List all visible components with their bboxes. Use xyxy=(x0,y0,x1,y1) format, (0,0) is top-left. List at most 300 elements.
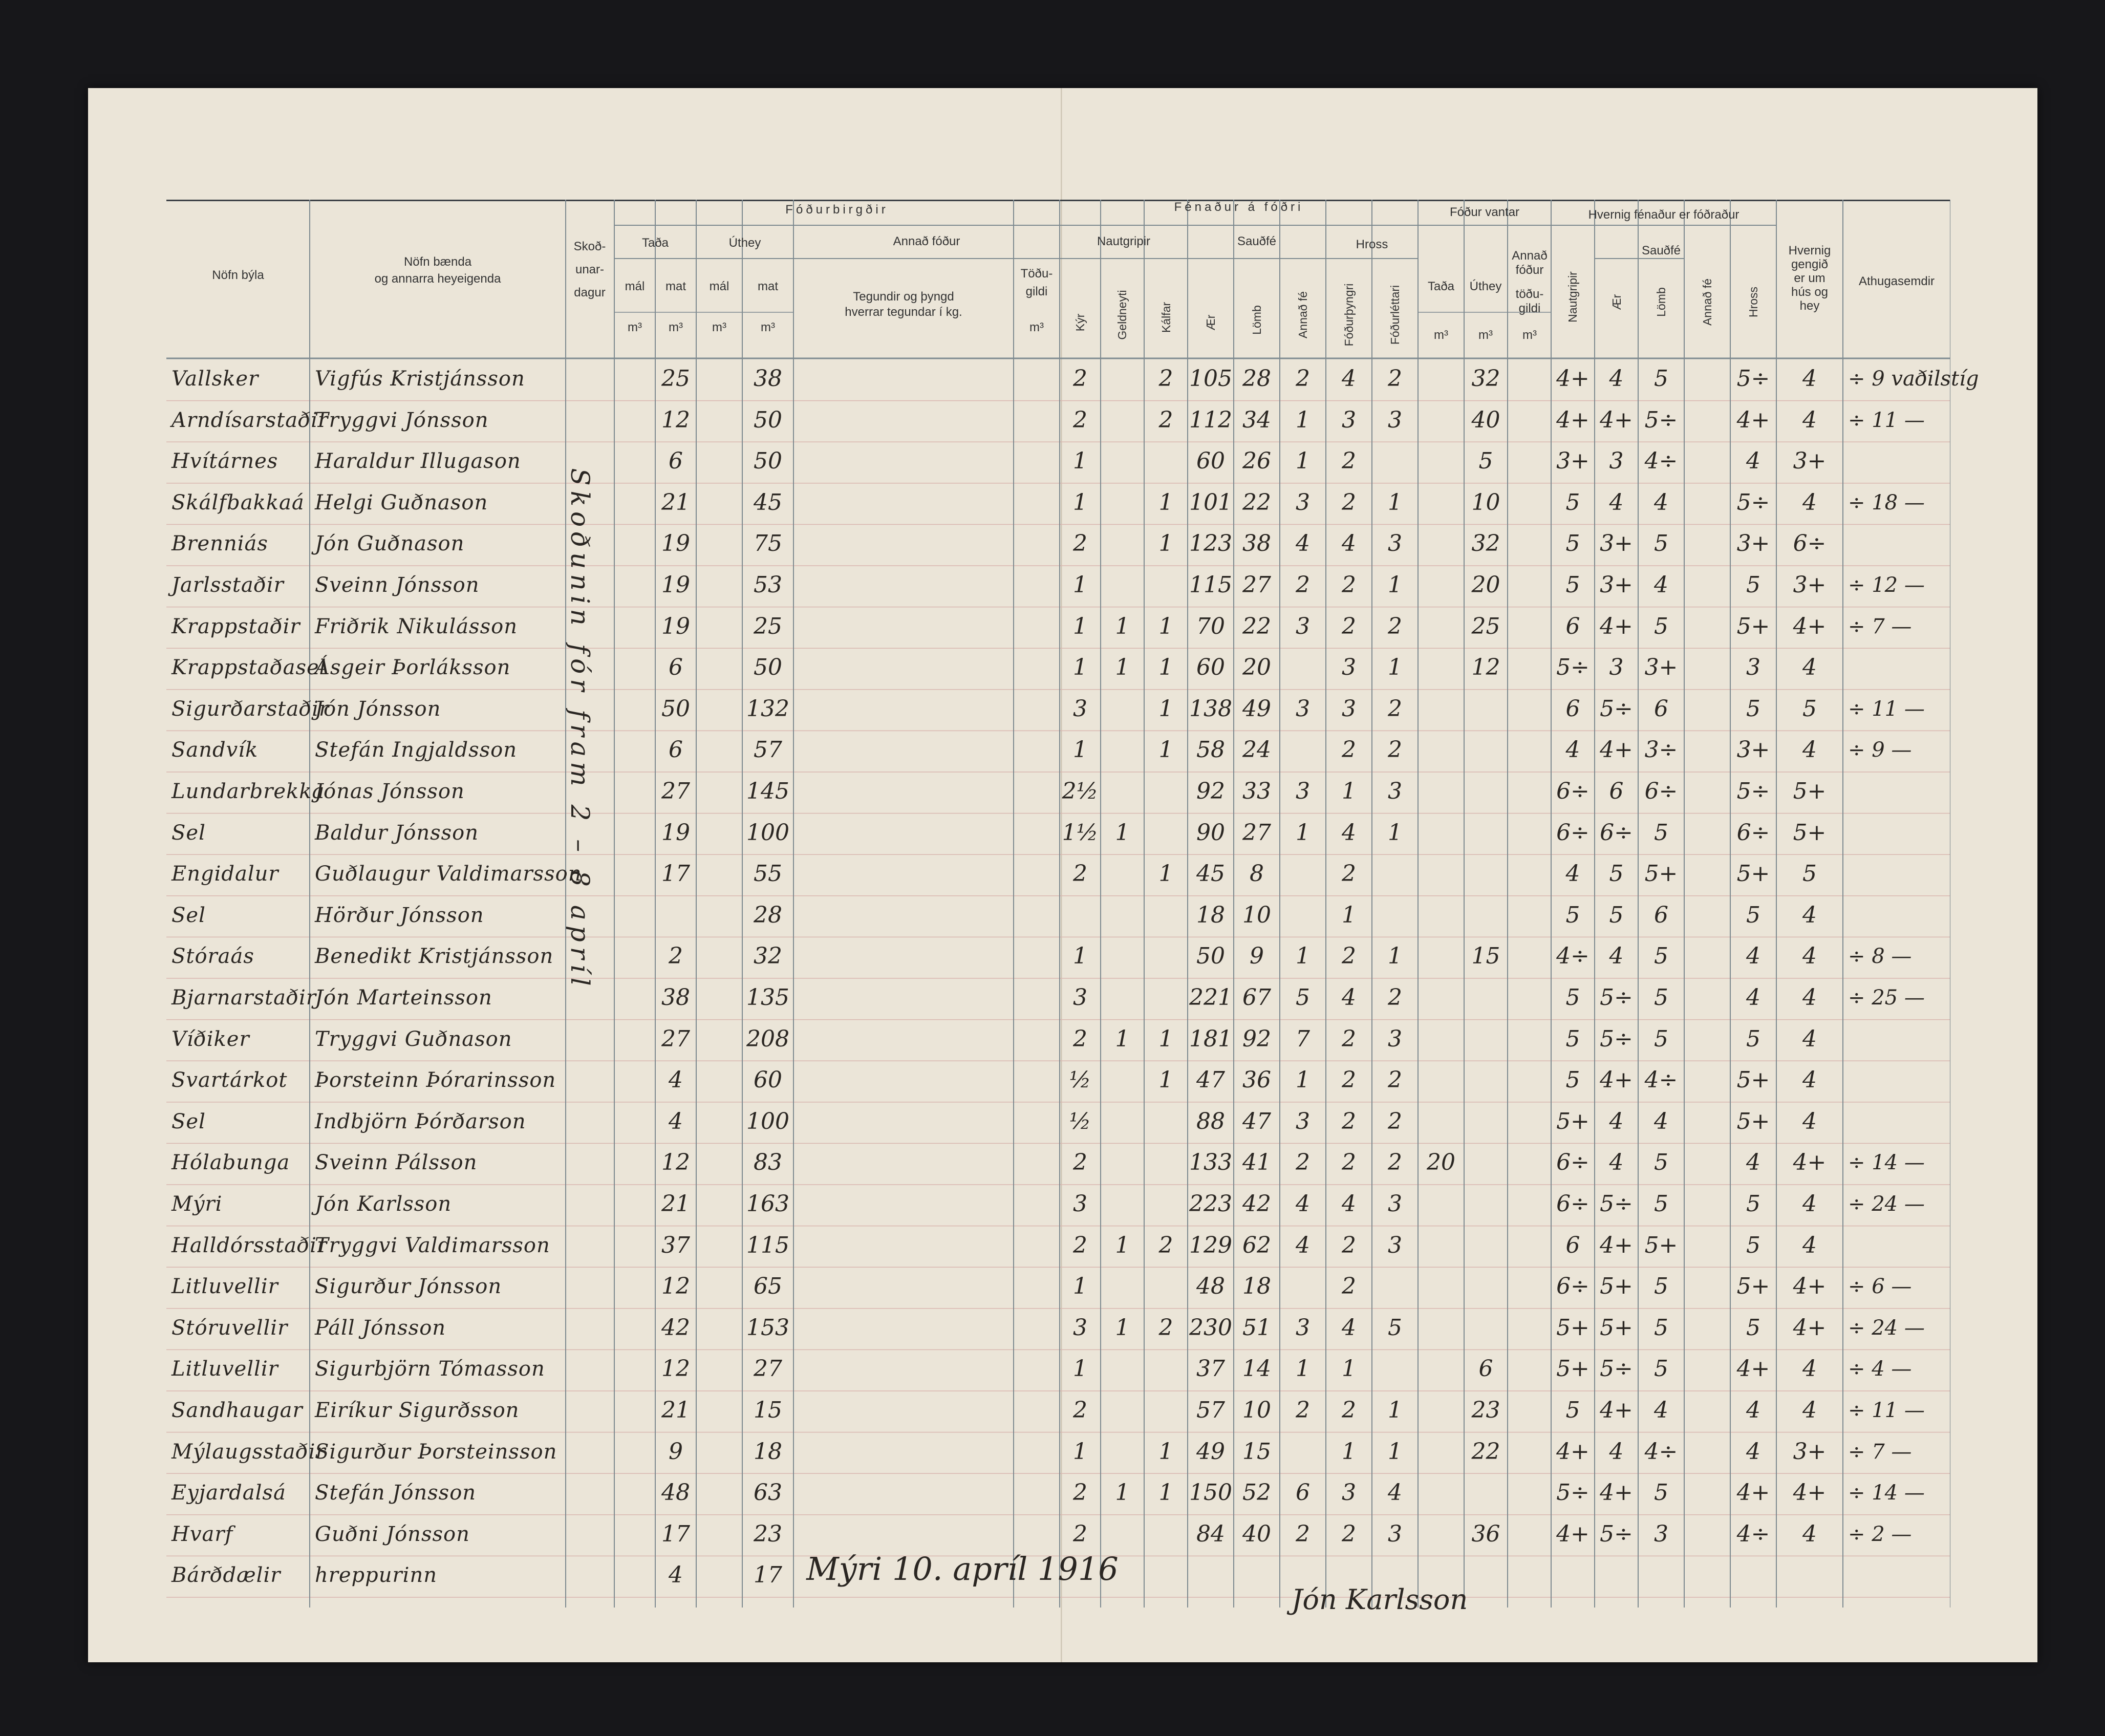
cell-fv-uthey: 20 xyxy=(1471,572,1500,598)
cell-hross1: 3 xyxy=(1342,695,1356,722)
cell-uthey: 53 xyxy=(754,572,782,598)
cell-ha: 5÷ xyxy=(1600,1191,1633,1217)
cell-farm: Lundarbrekka xyxy=(171,780,325,803)
cell-hn: 5 xyxy=(1565,902,1580,928)
cell-tada: 38 xyxy=(661,984,690,1011)
header-nofn-byla: Nöfn býla xyxy=(212,268,264,282)
cell-hross2: 2 xyxy=(1388,1067,1402,1094)
cell-hg: 4 xyxy=(1802,1232,1817,1258)
cell-aer: 84 xyxy=(1196,1520,1225,1547)
header-unit-m3: m³ xyxy=(712,320,726,334)
cell-lomb: 15 xyxy=(1242,1438,1271,1465)
cell-hl: 4÷ xyxy=(1644,448,1678,475)
header-hv-annad-fe: Annað fé xyxy=(1701,278,1714,326)
cell-hg: 5 xyxy=(1802,695,1817,722)
cell-hross2: 2 xyxy=(1388,695,1402,722)
cell-hl: 5 xyxy=(1654,366,1668,392)
header-fv-annad-2: fóður xyxy=(1515,263,1544,277)
cell-kyr: 1 xyxy=(1073,1273,1087,1300)
cell-hn: 4+ xyxy=(1556,406,1590,433)
cell-note: ÷ 4 — xyxy=(1848,1357,1912,1381)
cell-hn: 5÷ xyxy=(1556,1480,1590,1506)
cell-owner: Benedikt Kristjánsson xyxy=(315,945,554,969)
cell-ha: 6 xyxy=(1609,778,1624,804)
cell-hh: 3+ xyxy=(1736,530,1770,557)
cell-hross1: 4 xyxy=(1342,1314,1356,1341)
header-fodurthyngri: Fóðurþyngri xyxy=(1342,283,1356,347)
cell-hn: 6 xyxy=(1565,613,1580,639)
cell-kalfar: 2 xyxy=(1158,406,1173,433)
cell-kalfar: 1 xyxy=(1158,613,1173,639)
cell-hg: 4 xyxy=(1802,654,1817,681)
header-skodunardagur-3: dagur xyxy=(574,286,606,299)
cell-hh: 4+ xyxy=(1736,1480,1770,1506)
cell-ha: 4+ xyxy=(1600,406,1633,433)
cell-tada: 4 xyxy=(669,1108,683,1134)
cell-owner: Sigurður Þorsteinsson xyxy=(315,1440,557,1464)
cell-lomb: 14 xyxy=(1242,1356,1271,1382)
cell-aer: 50 xyxy=(1196,943,1225,970)
cell-fv-tada: 20 xyxy=(1427,1149,1455,1176)
header-hvernig-fodradur: Hvernig fénaður er fóðraður xyxy=(1588,208,1739,222)
cell-uthey: 153 xyxy=(746,1314,789,1341)
cell-tada: 27 xyxy=(661,778,690,804)
cell-hn: 4+ xyxy=(1556,366,1590,392)
cell-annad-fe: 3 xyxy=(1296,1108,1310,1134)
cell-farm: Engidalur xyxy=(171,862,279,886)
cell-note: ÷ 8 — xyxy=(1848,945,1912,969)
cell-farm: Sel xyxy=(171,821,206,845)
header-tada: Taða xyxy=(641,236,669,250)
cell-kyr: 3 xyxy=(1073,695,1087,722)
header-fv-annad-4: gildi xyxy=(1518,302,1541,315)
cell-lomb: 9 xyxy=(1250,943,1264,970)
cell-kyr: 1 xyxy=(1073,613,1087,639)
cell-annad-fe: 2 xyxy=(1296,572,1310,598)
cell-lomb: 33 xyxy=(1242,778,1271,804)
cell-aer: 150 xyxy=(1189,1480,1232,1506)
cell-hg: 4 xyxy=(1802,943,1817,970)
cell-hross2: 5 xyxy=(1388,1314,1402,1341)
cell-kyr: 2 xyxy=(1073,366,1087,392)
cell-hl: 4÷ xyxy=(1644,1067,1678,1094)
cell-hg: 4 xyxy=(1802,984,1817,1011)
cell-hl: 5 xyxy=(1654,1191,1668,1217)
cell-tada: 21 xyxy=(661,1397,690,1423)
header-fv-annad-3: töðu- xyxy=(1515,287,1544,301)
cell-farm: Litluvellir xyxy=(171,1275,278,1299)
cell-owner: Sigurbjörn Tómasson xyxy=(315,1357,545,1381)
cell-annad-fe: 4 xyxy=(1296,1191,1310,1217)
cell-farm: Hvarf xyxy=(171,1522,233,1546)
cell-hl: 6 xyxy=(1654,902,1668,928)
cell-kalfar: 1 xyxy=(1158,861,1173,887)
cell-geld: 1 xyxy=(1115,654,1130,681)
cell-farm: Mýlaugsstaðir xyxy=(171,1440,326,1464)
cell-hl: 3+ xyxy=(1644,654,1678,681)
cell-hg: 4+ xyxy=(1793,1314,1827,1341)
header-nofn-baenda-2: og annarra heyeigenda xyxy=(374,272,501,286)
cell-hross2: 1 xyxy=(1388,489,1402,516)
cell-owner: Tryggvi Guðnason xyxy=(315,1027,512,1051)
cell-ha: 3+ xyxy=(1600,530,1633,557)
cell-lomb: 47 xyxy=(1242,1108,1271,1134)
cell-farm: Bárðdælir xyxy=(171,1563,281,1588)
cell-owner: Jónas Jónsson xyxy=(315,780,465,803)
header-annad-fodur: Annað fóður xyxy=(893,234,960,248)
cell-farm: Hólabunga xyxy=(171,1151,290,1175)
cell-owner: Helgi Guðnason xyxy=(315,490,488,515)
cell-hross2: 2 xyxy=(1388,1108,1402,1134)
cell-hn: 5 xyxy=(1565,1067,1580,1094)
cell-lomb: 10 xyxy=(1242,1397,1271,1423)
cell-aer: 90 xyxy=(1196,819,1225,846)
cell-tada: 12 xyxy=(661,406,690,433)
cell-hn: 5 xyxy=(1565,530,1580,557)
cell-hg: 5+ xyxy=(1793,778,1827,804)
cell-uthey: 145 xyxy=(746,778,789,804)
header-unit-m3: m³ xyxy=(628,320,642,334)
cell-uthey: 75 xyxy=(754,530,782,557)
cell-fv-uthey: 32 xyxy=(1471,530,1500,557)
cell-hross2: 1 xyxy=(1388,654,1402,681)
cell-hg: 4 xyxy=(1802,1025,1817,1052)
cell-tada: 12 xyxy=(661,1149,690,1176)
cell-aer: 105 xyxy=(1189,366,1232,392)
cell-hl: 5 xyxy=(1654,1025,1668,1052)
cell-annad-fe: 4 xyxy=(1296,530,1310,557)
cell-hross2: 3 xyxy=(1388,1025,1402,1052)
cell-kyr: 1 xyxy=(1073,737,1087,763)
cell-hn: 5 xyxy=(1565,984,1580,1011)
cell-kalfar: 2 xyxy=(1158,1314,1173,1341)
cell-hg: 4 xyxy=(1802,1108,1817,1134)
cell-hg: 3+ xyxy=(1793,448,1827,475)
cell-hh: 3 xyxy=(1746,654,1760,681)
cell-owner: Haraldur Illugason xyxy=(315,449,521,474)
cell-hl: 4 xyxy=(1654,489,1668,516)
cell-farm: Sel xyxy=(171,1109,206,1133)
cell-tada: 17 xyxy=(661,1520,690,1547)
cell-hg: 5 xyxy=(1802,861,1817,887)
header-annad-fe: Annað fé xyxy=(1296,291,1309,339)
cell-uthey: 17 xyxy=(754,1562,782,1589)
cell-hn: 6 xyxy=(1565,1232,1580,1258)
cell-aer: 45 xyxy=(1196,861,1225,887)
cell-hh: 5÷ xyxy=(1736,778,1770,804)
cell-hn: 5÷ xyxy=(1556,654,1590,681)
cell-hn: 4÷ xyxy=(1556,943,1590,970)
cell-lomb: 40 xyxy=(1242,1520,1271,1547)
cell-hg: 3+ xyxy=(1793,1438,1827,1465)
header-fodurlettari: Fóðurléttari xyxy=(1388,285,1402,345)
inspection-dates-note: Skoðunin fór fram 2 – 8 apríl xyxy=(565,468,595,991)
cell-lomb: 92 xyxy=(1242,1025,1271,1052)
cell-hross1: 3 xyxy=(1342,406,1356,433)
header-hvernig-gengid-5: hey xyxy=(1799,299,1820,313)
cell-hl: 5+ xyxy=(1644,861,1678,887)
cell-fv-uthey: 15 xyxy=(1471,943,1500,970)
cell-hn: 6÷ xyxy=(1556,819,1590,846)
cell-fv-uthey: 36 xyxy=(1471,1520,1500,1547)
cell-ha: 5 xyxy=(1609,861,1624,887)
header-skodunardagur-1: Skoð- xyxy=(573,240,606,253)
cell-hh: 4 xyxy=(1746,1397,1760,1423)
cell-hl: 4 xyxy=(1654,1397,1668,1423)
signature: Jón Karlsson xyxy=(1291,1583,1468,1616)
cell-ha: 5÷ xyxy=(1600,1025,1633,1052)
cell-hl: 4 xyxy=(1654,572,1668,598)
cell-tada: 6 xyxy=(669,737,683,763)
cell-aer: 47 xyxy=(1196,1067,1225,1094)
cell-ha: 4 xyxy=(1609,1108,1624,1134)
cell-hross1: 3 xyxy=(1342,1480,1356,1506)
cell-aer: 230 xyxy=(1189,1314,1232,1341)
cell-hross2: 3 xyxy=(1388,1520,1402,1547)
cell-geld: 1 xyxy=(1115,1025,1130,1052)
cell-tada: 4 xyxy=(669,1562,683,1589)
cell-kyr: 3 xyxy=(1073,984,1087,1011)
cell-hross2: 3 xyxy=(1388,1232,1402,1258)
header-unit-m3: m³ xyxy=(761,320,775,334)
cell-ha: 3+ xyxy=(1600,572,1633,598)
header-unit-m3: m³ xyxy=(1434,328,1448,342)
cell-hross1: 1 xyxy=(1342,1356,1356,1382)
cell-fv-uthey: 25 xyxy=(1471,613,1500,639)
header-uthey-mal: mál xyxy=(709,280,729,293)
cell-annad-fe: 1 xyxy=(1296,448,1310,475)
cell-geld: 1 xyxy=(1115,1314,1130,1341)
cell-lomb: 10 xyxy=(1242,902,1271,928)
cell-lomb: 22 xyxy=(1242,489,1271,516)
cell-hross2: 2 xyxy=(1388,737,1402,763)
cell-annad-fe: 3 xyxy=(1296,695,1310,722)
cell-kyr: 1 xyxy=(1073,1438,1087,1465)
cell-hn: 4+ xyxy=(1556,1520,1590,1547)
cell-hl: 5 xyxy=(1654,1314,1668,1341)
cell-lomb: 51 xyxy=(1242,1314,1271,1341)
header-unit-m3: m³ xyxy=(669,320,683,334)
cell-annad-fe: 1 xyxy=(1296,1356,1310,1382)
cell-tada: 37 xyxy=(661,1232,690,1258)
header-saudfe: Sauðfé xyxy=(1237,234,1277,248)
cell-hross1: 2 xyxy=(1342,1108,1356,1134)
cell-farm: Skálfbakkaá xyxy=(171,490,305,515)
header-todugildi-1: Töðu- xyxy=(1020,267,1053,281)
cell-annad-fe: 3 xyxy=(1296,1314,1310,1341)
cell-uthey: 135 xyxy=(746,984,789,1011)
cell-owner: Vigfús Kristjánsson xyxy=(315,367,525,391)
cell-aer: 223 xyxy=(1189,1191,1232,1217)
cell-kalfar: 1 xyxy=(1158,695,1173,722)
cell-owner: Tryggvi Jónsson xyxy=(315,408,489,432)
cell-hg: 4 xyxy=(1802,406,1817,433)
header-fenadur-a-fodri: Fénaður á fóðri xyxy=(1174,200,1304,214)
header-hvernig-gengid-2: gengið xyxy=(1791,258,1829,271)
cell-annad-fe: 6 xyxy=(1296,1480,1310,1506)
cell-hross1: 4 xyxy=(1342,984,1356,1011)
cell-hh: 5+ xyxy=(1736,1108,1770,1134)
cell-note: ÷ 9 vaðilstíg xyxy=(1848,367,1979,391)
cell-annad-fe: 2 xyxy=(1296,1397,1310,1423)
cell-owner: Jón Marteinsson xyxy=(315,986,492,1010)
cell-hg: 4 xyxy=(1802,366,1817,392)
cell-ha: 5÷ xyxy=(1600,695,1633,722)
cell-hross2: 3 xyxy=(1388,1191,1402,1217)
cell-ha: 4 xyxy=(1609,366,1624,392)
cell-hross2: 1 xyxy=(1388,572,1402,598)
cell-hn: 5+ xyxy=(1556,1356,1590,1382)
cell-hh: 5+ xyxy=(1736,1067,1770,1094)
cell-hh: 4+ xyxy=(1736,1356,1770,1382)
cell-hl: 5 xyxy=(1654,1149,1668,1176)
cell-kyr: 2 xyxy=(1073,530,1087,557)
cell-tada: 19 xyxy=(661,572,690,598)
cell-ha: 4+ xyxy=(1600,613,1633,639)
cell-hn: 6÷ xyxy=(1556,778,1590,804)
cell-note: ÷ 12 — xyxy=(1848,573,1925,597)
cell-annad-fe: 3 xyxy=(1296,613,1310,639)
cell-hh: 5+ xyxy=(1736,1273,1770,1300)
cell-farm: Arndísarstaðir xyxy=(171,408,329,432)
cell-annad-fe: 1 xyxy=(1296,406,1310,433)
cell-hl: 5+ xyxy=(1644,1232,1678,1258)
cell-farm: Hvítárnes xyxy=(171,449,278,474)
cell-hh: 5 xyxy=(1746,1191,1760,1217)
cell-hross2: 2 xyxy=(1388,984,1402,1011)
header-hv-saudfe: Sauðfé xyxy=(1641,244,1681,258)
cell-kyr: 1 xyxy=(1073,1356,1087,1382)
cell-aer: 37 xyxy=(1196,1356,1225,1382)
cell-farm: Sel xyxy=(171,903,206,927)
cell-uthey: 100 xyxy=(746,1108,789,1134)
cell-aer: 129 xyxy=(1189,1232,1232,1258)
cell-hh: 5 xyxy=(1746,695,1760,722)
cell-annad-fe: 1 xyxy=(1296,1067,1310,1094)
header-aer: Ær xyxy=(1204,314,1217,331)
cell-kalfar: 1 xyxy=(1158,1067,1173,1094)
cell-lomb: 24 xyxy=(1242,737,1271,763)
header-uthey-mat: mat xyxy=(757,280,779,293)
header-nofn-baenda-1: Nöfn bænda xyxy=(403,255,472,269)
cell-hross1: 4 xyxy=(1342,1191,1356,1217)
cell-ha: 5+ xyxy=(1600,1273,1633,1300)
cell-farm: Halldórsstaðir xyxy=(171,1233,328,1257)
cell-fv-uthey: 6 xyxy=(1478,1356,1493,1382)
cell-lomb: 49 xyxy=(1242,695,1271,722)
header-hv-lomb: Lömb xyxy=(1655,287,1668,317)
cell-aer: 88 xyxy=(1196,1108,1225,1134)
cell-hross1: 4 xyxy=(1342,366,1356,392)
cell-hl: 4÷ xyxy=(1644,1438,1678,1465)
cell-kyr: 1½ xyxy=(1062,819,1099,846)
cell-lomb: 42 xyxy=(1242,1191,1271,1217)
cell-hh: 4 xyxy=(1746,1149,1760,1176)
cell-note: ÷ 14 — xyxy=(1848,1151,1925,1175)
cell-ha: 4 xyxy=(1609,943,1624,970)
cell-farm: Vallsker xyxy=(171,367,259,391)
cell-kyr: 1 xyxy=(1073,654,1087,681)
cell-hh: 4+ xyxy=(1736,406,1770,433)
cell-hh: 3+ xyxy=(1736,737,1770,763)
cell-uthey: 25 xyxy=(754,613,782,639)
cell-hh: 6÷ xyxy=(1736,819,1770,846)
cell-ha: 3 xyxy=(1609,654,1624,681)
cell-hl: 5 xyxy=(1654,984,1668,1011)
cell-note: ÷ 11 — xyxy=(1848,1399,1925,1422)
cell-note: ÷ 14 — xyxy=(1848,1481,1925,1505)
header-hross: Hross xyxy=(1356,238,1388,251)
cell-lomb: 27 xyxy=(1242,819,1271,846)
cell-hh: 5+ xyxy=(1736,613,1770,639)
cell-hg: 4 xyxy=(1802,1067,1817,1094)
cell-aer: 133 xyxy=(1189,1149,1232,1176)
cell-owner: Eiríkur Sigurðsson xyxy=(315,1399,520,1422)
cell-aer: 101 xyxy=(1189,489,1232,516)
cell-hross1: 2 xyxy=(1342,1149,1356,1176)
cell-hl: 5 xyxy=(1654,530,1668,557)
cell-hl: 5 xyxy=(1654,1356,1668,1382)
cell-hl: 5 xyxy=(1654,613,1668,639)
cell-uthey: 50 xyxy=(754,406,782,433)
cell-kyr: 2 xyxy=(1073,1149,1087,1176)
cell-ha: 4 xyxy=(1609,489,1624,516)
cell-kalfar: 2 xyxy=(1158,366,1173,392)
cell-tada: 6 xyxy=(669,654,683,681)
cell-annad-fe: 2 xyxy=(1296,1149,1310,1176)
header-hv-aer: Ær xyxy=(1610,294,1623,310)
cell-hn: 5 xyxy=(1565,1397,1580,1423)
cell-farm: Sandvík xyxy=(171,738,259,762)
cell-uthey: 27 xyxy=(754,1356,782,1382)
cell-hross1: 2 xyxy=(1342,1067,1356,1094)
cell-ha: 4 xyxy=(1609,1438,1624,1465)
cell-hross1: 2 xyxy=(1342,1520,1356,1547)
cell-owner: Ásgeir Þorláksson xyxy=(315,656,511,680)
cell-kyr: 2 xyxy=(1073,1520,1087,1547)
header-todugildi-2: gildi xyxy=(1025,285,1048,298)
cell-uthey: 32 xyxy=(754,943,782,970)
cell-tada: 19 xyxy=(661,819,690,846)
cell-hl: 5÷ xyxy=(1644,406,1678,433)
cell-tada: 9 xyxy=(669,1438,683,1465)
cell-farm: Eyjardalsá xyxy=(171,1481,286,1505)
cell-hross2: 3 xyxy=(1388,778,1402,804)
cell-kalfar: 1 xyxy=(1158,737,1173,763)
cell-kyr: 1 xyxy=(1073,448,1087,475)
cell-note: ÷ 11 — xyxy=(1848,408,1925,432)
header-kyr: Kýr xyxy=(1073,313,1087,332)
cell-aer: 115 xyxy=(1189,572,1232,598)
header-hvernig-gengid-3: er um xyxy=(1794,271,1825,285)
cell-ha: 4+ xyxy=(1600,1480,1633,1506)
cell-hross1: 2 xyxy=(1342,489,1356,516)
cell-owner: Baldur Jónsson xyxy=(315,821,479,845)
cell-lomb: 41 xyxy=(1242,1149,1271,1176)
cell-aer: 92 xyxy=(1196,778,1225,804)
cell-hg: 4+ xyxy=(1793,1273,1827,1300)
cell-tada: 19 xyxy=(661,530,690,557)
cell-tada: 4 xyxy=(669,1067,683,1094)
cell-ha: 6÷ xyxy=(1600,819,1633,846)
cell-owner: Stefán Ingjaldsson xyxy=(315,738,517,762)
header-unit-m3: m³ xyxy=(1029,320,1044,334)
header-fv-annad-1: Annað xyxy=(1512,249,1548,263)
cell-hn: 5+ xyxy=(1556,1314,1590,1341)
header-fodur-vantar: Fóður vantar xyxy=(1449,205,1520,219)
cell-hross1: 2 xyxy=(1342,943,1356,970)
cell-uthey: 100 xyxy=(746,819,789,846)
